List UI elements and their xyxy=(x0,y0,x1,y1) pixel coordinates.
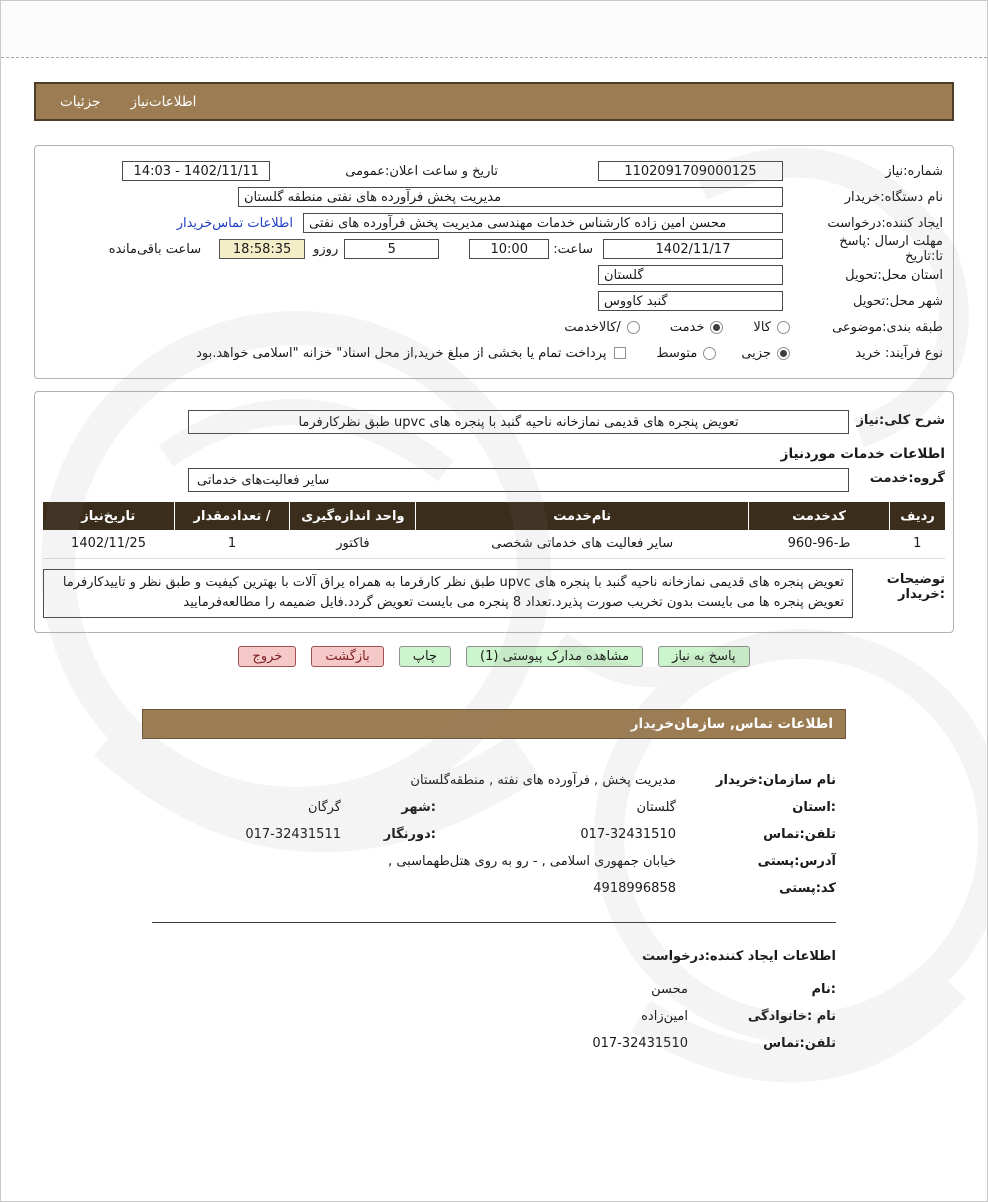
contact-org-row xyxy=(142,767,846,794)
announce-field[interactable]: 14:03 - 1402/11/11 xyxy=(122,161,270,181)
delivery-city-field[interactable]: گنبد کاووس xyxy=(598,291,783,311)
col-unit: واحد اندازه‌گیری xyxy=(290,502,416,530)
category-option-goods-service[interactable] xyxy=(564,320,640,335)
col-quantity: / تعدادمقدار xyxy=(174,502,290,530)
creator-last-name-row xyxy=(142,1003,846,1030)
nav-bar xyxy=(34,82,954,121)
contact-fax-value: 017-32431511 xyxy=(245,827,341,843)
countdown-label: ساعت باقی‌مانده xyxy=(108,241,202,257)
delivery-province-field[interactable]: گلستان xyxy=(598,265,783,285)
deadline-row xyxy=(45,236,943,262)
creator-phone-value: 017-32431510 xyxy=(592,1036,688,1052)
contact-province-label: :استان xyxy=(792,800,836,816)
creator-info-heading-row xyxy=(142,943,846,970)
col-service-code: کدخدمت xyxy=(748,502,889,530)
contact-province-city-row xyxy=(142,794,846,821)
radio-small-label: جزیی xyxy=(741,345,771,361)
creator-label: ایجاد کننده:درخواست xyxy=(827,215,943,231)
radio-medium-label: متوسط xyxy=(656,345,698,361)
countdown-timer: 18:58:35 xyxy=(219,239,305,259)
treasury-checkbox[interactable] xyxy=(614,347,626,359)
contact-postal-value: 4918996858 xyxy=(593,881,676,897)
contact-city-label: :شهر xyxy=(401,800,436,816)
process-type-label: نوع فرآیند: خرید xyxy=(855,345,943,361)
service-group-label: گروه:خدمت xyxy=(869,471,945,486)
need-number-field[interactable]: 1102091709000125 xyxy=(598,161,783,181)
col-service-name: نام‌خدمت xyxy=(416,502,749,530)
radio-service-label: خدمت xyxy=(669,319,705,335)
section-divider xyxy=(152,922,836,923)
contact-address-value: خیابان جمهوری اسلامی , - رو به روی هتل‌طهماسبی , xyxy=(388,854,676,870)
contact-phone-fax-row xyxy=(142,821,846,848)
radio-goods[interactable] xyxy=(777,321,790,334)
services-heading: اطلاعات خدمات موردنیاز xyxy=(780,446,945,462)
buyer-org-field[interactable]: مدیریت پخش فرآورده های نفتی منطقه گلستان xyxy=(238,187,783,207)
creator-phone-label: تلفن:تماس xyxy=(763,1036,836,1052)
top-strip xyxy=(1,1,987,58)
buyer-contact-header-bar xyxy=(142,709,846,739)
cell-service-code: ط-96-960 xyxy=(748,530,889,558)
buyer-org-row xyxy=(45,184,943,210)
need-desc-field[interactable]: تعویض پنجره های قدیمی نمازخانه ناحیه گنبد با پنجره های upvc طبق نظرکارفرما xyxy=(188,410,849,434)
contact-address-row xyxy=(142,848,846,875)
contact-postal-row xyxy=(142,875,846,902)
need-number-row xyxy=(45,158,943,184)
deadline-days-label: روزو xyxy=(313,241,339,257)
tab-details[interactable]: جزئیات xyxy=(60,93,101,110)
cell-need-date: 1402/11/25 xyxy=(43,530,174,558)
print-button[interactable]: چاپ xyxy=(399,646,451,667)
buyer-org-label: نام دستگاه:خریدار xyxy=(844,189,943,205)
cell-service-name: سایر فعالیت های خدماتی شخصی xyxy=(416,530,749,558)
category-label: طبقه بندی:موضوعی xyxy=(832,319,943,335)
contact-phone-value: 017-32431510 xyxy=(580,827,676,843)
delivery-province-row xyxy=(45,262,943,288)
creator-row xyxy=(45,210,943,236)
request-summary-panel xyxy=(34,145,954,379)
buyer-notes-label: توضیحات :خریدار xyxy=(886,571,945,602)
services-table-header xyxy=(43,502,945,530)
back-button[interactable]: بازگشت xyxy=(311,646,383,667)
treasury-checkbox-label: پرداخت تمام یا بخشی از مبلغ خرید,از محل اسناد" خزانه "اسلامی خواهد.بود xyxy=(196,345,607,361)
buyer-contact-header: اطلاعات تماس, سازمان‌خریدار xyxy=(630,716,833,733)
contact-city-value: گرگان xyxy=(307,800,341,816)
category-option-service[interactable] xyxy=(670,320,724,335)
creator-first-name-label: :نام xyxy=(811,982,836,998)
process-option-medium[interactable] xyxy=(656,346,716,361)
radio-goods-service-label: /کالاخدمت xyxy=(564,319,621,335)
view-attachments-button[interactable]: مشاهده مدارک پیوستی (1) xyxy=(466,646,643,667)
creator-first-name-value: محسن xyxy=(651,982,688,998)
cell-quantity: 1 xyxy=(174,530,290,558)
contact-address-label: آدرس:پستی xyxy=(757,854,836,870)
creator-first-name-row xyxy=(142,976,846,1003)
radio-medium[interactable] xyxy=(703,347,716,360)
radio-goods-label: کالا xyxy=(753,319,771,335)
buyer-contact-section xyxy=(142,767,846,1057)
delivery-province-label: استان محل:تحویل xyxy=(845,267,943,283)
category-row xyxy=(45,314,943,340)
tab-need-info[interactable]: اطلاعات‌نیاز xyxy=(130,93,197,110)
need-number-label: شماره:نیاز xyxy=(885,163,943,179)
service-group-field[interactable]: سایر فعالیت‌های خدماتی xyxy=(188,468,849,492)
contact-postal-label: کد:پستی xyxy=(779,881,836,897)
deadline-time-label: ساعت: xyxy=(553,241,593,257)
need-detail-panel xyxy=(34,391,954,633)
creator-info-heading: اطلاعات ایجاد کننده:درخواست xyxy=(642,949,836,965)
delivery-city-row xyxy=(45,288,943,314)
action-button-row xyxy=(1,646,987,667)
deadline-time-field[interactable]: 10:00 xyxy=(469,239,549,259)
delivery-city-label: شهر محل:تحویل xyxy=(853,293,943,309)
deadline-date-field[interactable]: 1402/11/17 xyxy=(603,239,783,259)
radio-service[interactable] xyxy=(710,321,723,334)
need-desc-row xyxy=(43,410,945,434)
category-option-goods[interactable] xyxy=(753,320,790,335)
reply-to-need-button[interactable]: پاسخ به نیاز xyxy=(658,646,750,667)
deadline-days-field[interactable]: 5 xyxy=(344,239,439,259)
contact-province-value: گلستان xyxy=(636,800,676,816)
creator-field[interactable]: محسن امین زاده کارشناس خدمات مهندسی مدیریت پخش فرآورده های نفتی xyxy=(303,213,783,233)
buyer-notes-field[interactable]: تعویض پنجره های قدیمی نمازخانه ناحیه گنبد با پنجره های upvc طبق نظر کارفرما به همراه یراق آلات با بهترین کیفیت و طبق نظر و تاییدکارفرما تعویض پنجره ها می بایست بدون تخریب صورت پذیرد.تعداد 8 پنجره می بایست تعویض گردد.فایل ضمیمه را مطالعه‌فرمایید xyxy=(43,569,853,619)
contact-org-label: نام سازمان:خریدار xyxy=(716,773,836,789)
cell-row-index: 1 xyxy=(890,530,945,558)
process-type-row xyxy=(45,340,943,366)
col-need-date: تاریخ‌نیاز xyxy=(43,502,174,530)
process-option-small[interactable] xyxy=(741,346,790,361)
cell-unit: فاکتور xyxy=(290,530,416,558)
services-table xyxy=(43,502,945,559)
radio-goods-service[interactable] xyxy=(627,321,640,334)
creator-last-name-label: نام :خانوادگی xyxy=(747,1009,836,1025)
contact-fax-label: :دورنگار xyxy=(383,827,436,843)
deadline-label: مهلت ارسال :پاسخ تا:تاریخ xyxy=(839,234,943,264)
buyer-notes-row xyxy=(43,569,945,619)
radio-small[interactable] xyxy=(777,347,790,360)
creator-phone-row xyxy=(142,1030,846,1057)
service-group-row xyxy=(43,468,945,492)
contact-phone-label: تلفن:تماس xyxy=(763,827,836,843)
contact-org-value: مدیریت پخش , فرآورده های نفته , منطقه‌گلستان xyxy=(410,773,676,789)
announce-label: تاریخ و ساعت اعلان:عمومی xyxy=(345,163,498,179)
buyer-contact-link[interactable]: اطلاعات تماس‌خریدار xyxy=(176,215,293,231)
need-desc-label: شرح کلی:نیاز xyxy=(856,413,945,428)
col-row-index: ردیف xyxy=(890,502,945,530)
creator-last-name-value: امین‌زاده xyxy=(641,1009,688,1025)
table-row xyxy=(43,530,945,558)
exit-button[interactable]: خروج xyxy=(238,646,296,667)
